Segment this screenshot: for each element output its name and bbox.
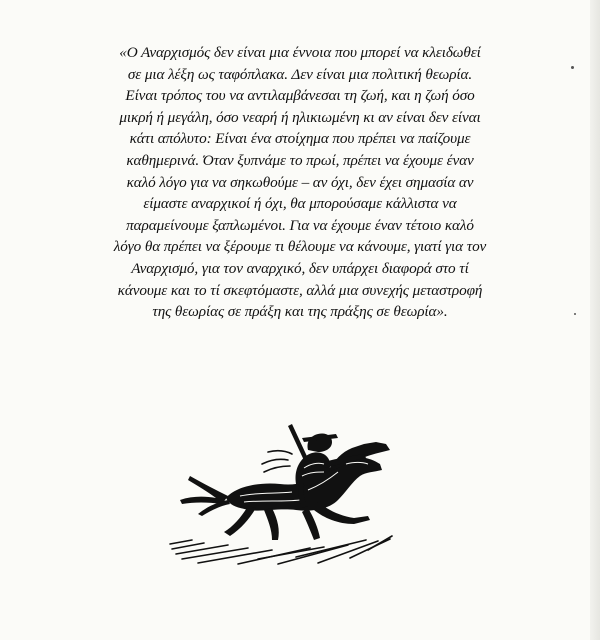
quote-line: είμαστε αναρχικοί ή όχι, θα μπορούσαμε κάλλιστα να [143, 195, 457, 213]
ground-hatching [170, 536, 392, 564]
motion-strands [262, 451, 292, 472]
quote-line: λόγο θα πρέπει να ξέρουμε τι θέλουμε να κάνουμε, γιατί για τον [113, 238, 487, 256]
paper-speck [571, 66, 574, 69]
quote-line: παραμείνουμε ξαπλωμένοι. Για να έχουμε έναν τέτοιο καλό [126, 216, 474, 234]
quote-line: σε μια λέξη ως ταφόπλακα. Δεν είναι μια πολιτική θεωρία. [127, 65, 473, 83]
paper-speck [574, 313, 576, 315]
quote-line: μικρή ή μεγάλη, όσο νεαρή ή ηλικιωμένη κι αν είναι δεν είναι [119, 108, 481, 126]
horse-rider-woodcut-icon [168, 420, 393, 565]
quote-paragraph [80, 42, 520, 323]
quote-line: καλό λόγο για να σηκωθούμε – αν όχι, δεν έχει σημασία αν [126, 173, 474, 191]
quote-line: καθημερινά. Όταν ξυπνάμε το πρωί, πρέπει να έχουμε έναν [126, 151, 474, 169]
quote-line: της θεωρίας σε πράξη και της πράξης σε θεωρία». [152, 303, 448, 321]
quote-line: Αναρχισμό, για τον αναρχικό, δεν υπάρχει διαφορά στο τί [131, 259, 469, 277]
quote-line: κάτι απόλυτο: Είναι ένα στοίχημα που πρέπει να παίζουμε [129, 130, 471, 148]
page-edge-shadow [590, 0, 600, 640]
quote-line: Είναι τρόπος του να αντιλαμβάνεσαι τη ζωή, και η ζωή όσο [125, 87, 475, 105]
quote-line: «Ο Αναρχισμός δεν είναι μια έννοια που μπορεί να κλειδωθεί [119, 44, 481, 61]
quote-line: κάνουμε και το τί σκεφτόμαστε, αλλά μια συνεχής μεταστροφή [117, 281, 483, 299]
